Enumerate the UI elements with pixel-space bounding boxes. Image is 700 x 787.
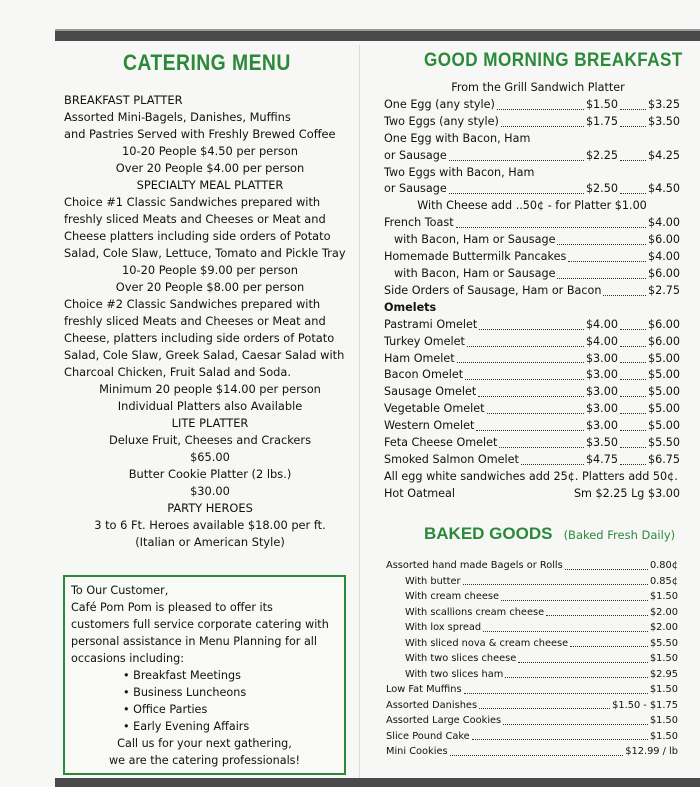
baked-item-price: 0.85¢ (649, 575, 678, 587)
platter-price: $5.00 (647, 385, 680, 399)
catering-line: (Italian or American Style) (135, 535, 285, 549)
note-closing-line: Call us for your next gathering, (117, 737, 292, 750)
item-name: Omelets (384, 300, 437, 314)
platter-price: $4.50 (647, 182, 680, 196)
catering-line: SPECIALTY MEAL PLATTER (136, 178, 284, 192)
menu-row (384, 317, 680, 334)
item-price: $1.75 (585, 114, 618, 128)
leader-dots (620, 334, 646, 347)
leader-dots (450, 744, 624, 756)
item-price: $2.50 (585, 182, 618, 196)
leader-dots (497, 97, 584, 110)
platter-price: $5.00 (647, 351, 680, 365)
catering-line: LITE PLATTER (171, 416, 249, 430)
leader-dots (449, 181, 584, 194)
platter-price: $4.25 (647, 148, 680, 162)
note-line: To Our Customer, (71, 584, 169, 597)
item-name: Ham Omelet (384, 351, 455, 365)
menu-row (384, 131, 680, 148)
leader-dots (620, 97, 646, 110)
baked-row (386, 605, 678, 621)
leader-dots (501, 114, 584, 127)
leader-dots (463, 574, 648, 586)
catering-lines (64, 92, 356, 551)
leader-dots (557, 266, 646, 279)
leader-dots (603, 283, 646, 296)
baked-row (386, 682, 678, 698)
menu-row (384, 266, 680, 283)
item-price: $3.50 (585, 436, 618, 450)
leader-dots (620, 401, 646, 414)
leader-dots (457, 351, 584, 364)
baked-item-price: $1.50 (649, 730, 678, 742)
menu-row (384, 181, 680, 198)
platter-price: $3.50 (647, 114, 680, 128)
menu-row (384, 300, 680, 317)
top-rule (55, 31, 700, 41)
platter-price: $5.00 (647, 419, 680, 433)
leader-dots (478, 384, 584, 397)
catering-line: Choice #1 Classic Sandwiches prepared with (64, 195, 321, 209)
baked-item-name: Assorted hand made Bagels or Rolls (386, 560, 563, 571)
item-price: $4.00 (585, 317, 618, 331)
column-divider (359, 45, 360, 780)
breakfast-list (384, 80, 680, 503)
leader-dots (464, 682, 648, 694)
catering-line: BREAKFAST PLATTER (64, 93, 183, 107)
leader-dots (449, 148, 584, 161)
platter-price: $3.25 (647, 97, 680, 111)
platter-price: $5.00 (647, 368, 680, 382)
item-name: Side Orders of Sausage, Ham or Bacon (384, 283, 602, 297)
catering-line: Cheese, platters including side orders of Potato (64, 331, 335, 345)
baked-item-price: $1.50 (649, 715, 678, 726)
baked-row (386, 574, 678, 590)
baked-item-price: $1.50 (649, 591, 678, 602)
catering-line: 10-20 People $9.00 per person (122, 263, 298, 277)
catering-line: Over 20 People $4.00 per person (115, 161, 305, 175)
leader-dots (557, 232, 646, 245)
item-name: or Sausage (384, 182, 447, 196)
leader-dots (620, 367, 646, 380)
bottom-rule (55, 778, 700, 787)
platter-price: $5.50 (647, 436, 680, 450)
baked-item-price: $5.50 (649, 637, 678, 649)
catering-line: and Pastries Served with Freshly Brewed Coffee (64, 127, 336, 141)
baked-row (386, 589, 678, 605)
baked-item-name: With cream cheese (405, 591, 500, 602)
baked-goods-subtitle: (Baked Fresh Daily) (563, 528, 676, 542)
note-bullet-item: • Early Evening Affairs (71, 718, 338, 735)
leader-dots (499, 435, 584, 448)
leader-dots (476, 418, 584, 431)
catering-line: Over 20 People $8.00 per person (115, 280, 305, 294)
leader-dots (456, 215, 646, 228)
baked-row (386, 698, 678, 714)
baked-item-price: $2.00 (649, 606, 678, 618)
menu-row (384, 249, 680, 266)
menu-row (384, 401, 680, 418)
platter-price: $6.00 (647, 334, 680, 348)
breakfast-note: With Cheese add ..50¢ - for Platter $1.00 (417, 199, 647, 213)
catering-line: $30.00 (190, 484, 230, 498)
catering-line: Choice #2 Classic Sandwiches prepared with (64, 297, 321, 311)
catering-line: Butter Cookie Platter (2 lbs.) (128, 467, 292, 481)
item-name: Pastrami Omelet (384, 317, 478, 331)
baked-goods-list (386, 558, 678, 760)
spacer (455, 486, 574, 503)
catering-line: Individual Platters also Available (117, 399, 303, 413)
item-name: Homemade Buttermilk Pancakes (384, 250, 567, 264)
catering-line: Assorted Mini-Bagels, Danishes, Muffins (64, 110, 291, 124)
menu-row (384, 283, 680, 300)
leader-dots (479, 698, 610, 710)
note-bullet-item: • Breakfast Meetings (71, 667, 338, 684)
menu-row (384, 215, 680, 232)
customer-note-box (63, 575, 346, 775)
item-price: $3.00 (585, 385, 618, 399)
leader-dots (620, 181, 646, 194)
item-name: One Egg with Bacon, Ham (384, 131, 531, 145)
leader-dots (487, 401, 584, 414)
menu-row (384, 452, 680, 469)
baked-item-name: With sliced nova & cream cheese (405, 637, 569, 649)
baked-item-name: Assorted Large Cookies (386, 715, 502, 726)
leader-dots (620, 317, 646, 330)
leader-dots (472, 729, 648, 741)
item-name: Western Omelet (384, 419, 475, 433)
item-name: or Sausage (384, 148, 447, 162)
catering-line: Minimum 20 people $14.00 per person (99, 382, 321, 396)
item-price: $3.00 (585, 351, 618, 365)
baked-item-price: $1.50 - $1.75 (612, 699, 678, 711)
item-price: $4.00 (585, 334, 618, 348)
leader-dots (568, 249, 646, 262)
note-bullet-item: • Business Luncheons (71, 684, 338, 701)
item-price: $3.00 (585, 419, 618, 433)
item-price: $4.00 (647, 216, 680, 230)
menu-row (384, 334, 680, 351)
baked-item-price: $2.95 (649, 668, 678, 680)
baked-row (386, 667, 678, 683)
leader-dots (620, 148, 646, 161)
note-line: personal assistance in Menu Planning for all (71, 635, 318, 648)
leader-dots (565, 558, 648, 570)
baked-row (386, 558, 678, 574)
leader-dots (505, 667, 648, 679)
item-name: Sausage Omelet (384, 385, 477, 399)
catering-line: 3 to 6 Ft. Heroes available $18.00 per ft. (94, 518, 326, 532)
leader-dots (570, 636, 648, 648)
item-name: Two Eggs with Bacon, Ham (384, 165, 535, 179)
menu-row (384, 435, 680, 452)
baked-item-price: 0.80¢ (649, 560, 678, 571)
baked-item-price: $12.99 / lb (625, 746, 678, 757)
breakfast-note: All egg white sandwiches add 25¢. Platters add 50¢. (384, 469, 678, 483)
baked-goods-title: BAKED GOODS (424, 524, 553, 543)
baked-row (386, 713, 678, 729)
menu-row (384, 232, 680, 249)
baked-item-name: With scallions cream cheese (405, 606, 545, 618)
menu-row (384, 148, 680, 165)
baked-item-name: Slice Pound Cake (386, 730, 470, 742)
leader-dots (501, 589, 648, 601)
item-price: $4.00 (647, 250, 680, 264)
item-price: $1.50 (585, 97, 618, 111)
baked-row (386, 729, 678, 745)
baked-row (386, 620, 678, 636)
item-price: $6.00 (647, 266, 680, 280)
catering-line: Charcoal Chicken, Fruit Salad and Soda. (64, 365, 292, 379)
catering-line: Cheese platters including side orders of Potato (64, 229, 331, 243)
catering-line: $65.00 (190, 450, 230, 464)
baked-item-name: With two slices ham (405, 668, 504, 680)
item-name: Bacon Omelet (384, 368, 464, 382)
leader-dots (620, 452, 646, 465)
item-price: $3.00 (585, 402, 618, 416)
leader-dots (620, 435, 646, 448)
item-name: French Toast (384, 216, 454, 230)
leader-dots (518, 651, 648, 663)
baked-row (386, 636, 678, 652)
leader-dots (483, 620, 648, 632)
menu-row (384, 351, 680, 368)
item-name: Smoked Salmon Omelet (384, 452, 519, 466)
item-price: $6.00 (647, 233, 680, 247)
item-price: $4.75 (585, 452, 618, 466)
baked-item-price: $2.00 (649, 622, 678, 633)
leader-dots (620, 384, 646, 397)
baked-item-price: $1.50 (649, 653, 678, 664)
platter-price: $5.00 (647, 402, 680, 416)
item-price: Sm $2.25 Lg $3.00 (573, 486, 680, 500)
catering-line: Salad, Cole Slaw, Greek Salad, Caesar Salad with (64, 348, 345, 362)
leader-dots (479, 317, 584, 330)
baked-item-name: Mini Cookies (386, 746, 448, 757)
leader-dots (620, 351, 646, 364)
platter-price: $6.00 (647, 317, 680, 331)
item-name: Hot Oatmeal (384, 486, 455, 500)
item-name: Feta Cheese Omelet (384, 436, 498, 450)
menu-row (384, 367, 680, 384)
item-name: One Egg (any style) (384, 97, 495, 111)
catering-line: freshly sliced Meats and Cheeses or Meat and (64, 212, 326, 226)
leader-dots (546, 605, 648, 617)
menu-row (384, 97, 680, 114)
note-line: Café Pom Pom is pleased to offer its (71, 601, 273, 614)
baked-item-name: With lox spread (405, 622, 482, 633)
catering-line: freshly sliced Meats and Cheeses or Meat and (64, 314, 326, 328)
leader-dots (620, 418, 646, 431)
item-price: $2.75 (647, 283, 680, 297)
leader-dots (465, 367, 584, 380)
baked-item-name: Low Fat Muffins (386, 684, 462, 695)
menu-row (384, 384, 680, 401)
item-name: with Bacon, Ham or Sausage (394, 233, 556, 247)
menu-row (384, 165, 680, 182)
leader-dots (467, 334, 584, 347)
leader-dots (503, 713, 648, 725)
item-name: with Bacon, Ham or Sausage (394, 266, 556, 280)
item-price: $2.25 (585, 148, 618, 162)
item-name: Turkey Omelet (384, 334, 465, 348)
note-line: occasions including: (71, 652, 184, 665)
menu-row (384, 418, 680, 435)
leader-dots (620, 114, 646, 127)
baked-item-name: With two slices cheese (405, 653, 517, 664)
item-name: Vegetable Omelet (384, 402, 485, 416)
catering-line: Salad, Cole Slaw, Lettuce, Tomato and Pickle Tray (64, 246, 346, 260)
breakfast-subtitle: From the Grill Sandwich Platter (451, 81, 625, 94)
item-price: $3.00 (585, 368, 618, 382)
note-bullet-item: • Office Parties (71, 701, 338, 718)
item-name: Two Eggs (any style) (384, 114, 499, 128)
note-closing-line: we are the catering professionals! (109, 754, 300, 767)
leader-dots (521, 452, 584, 465)
baked-goods-heading (424, 524, 675, 544)
catering-menu-title: CATERING MENU (123, 50, 291, 75)
baked-row (386, 651, 678, 667)
baked-item-price: $1.50 (649, 684, 678, 695)
baked-item-name: With butter (405, 575, 461, 587)
breakfast-title: GOOD MORNING BREAKFAST (424, 50, 683, 71)
catering-line: Deluxe Fruit, Cheeses and Crackers (108, 433, 312, 447)
catering-line: PARTY HEROES (167, 501, 253, 515)
baked-item-name: Assorted Danishes (386, 699, 478, 711)
catering-line: 10-20 People $4.50 per person (122, 144, 298, 158)
baked-row (386, 744, 678, 760)
platter-price: $6.75 (647, 452, 680, 466)
menu-row (384, 114, 680, 131)
menu-row (384, 486, 680, 503)
note-line: customers full service corporate catering with (71, 618, 329, 631)
